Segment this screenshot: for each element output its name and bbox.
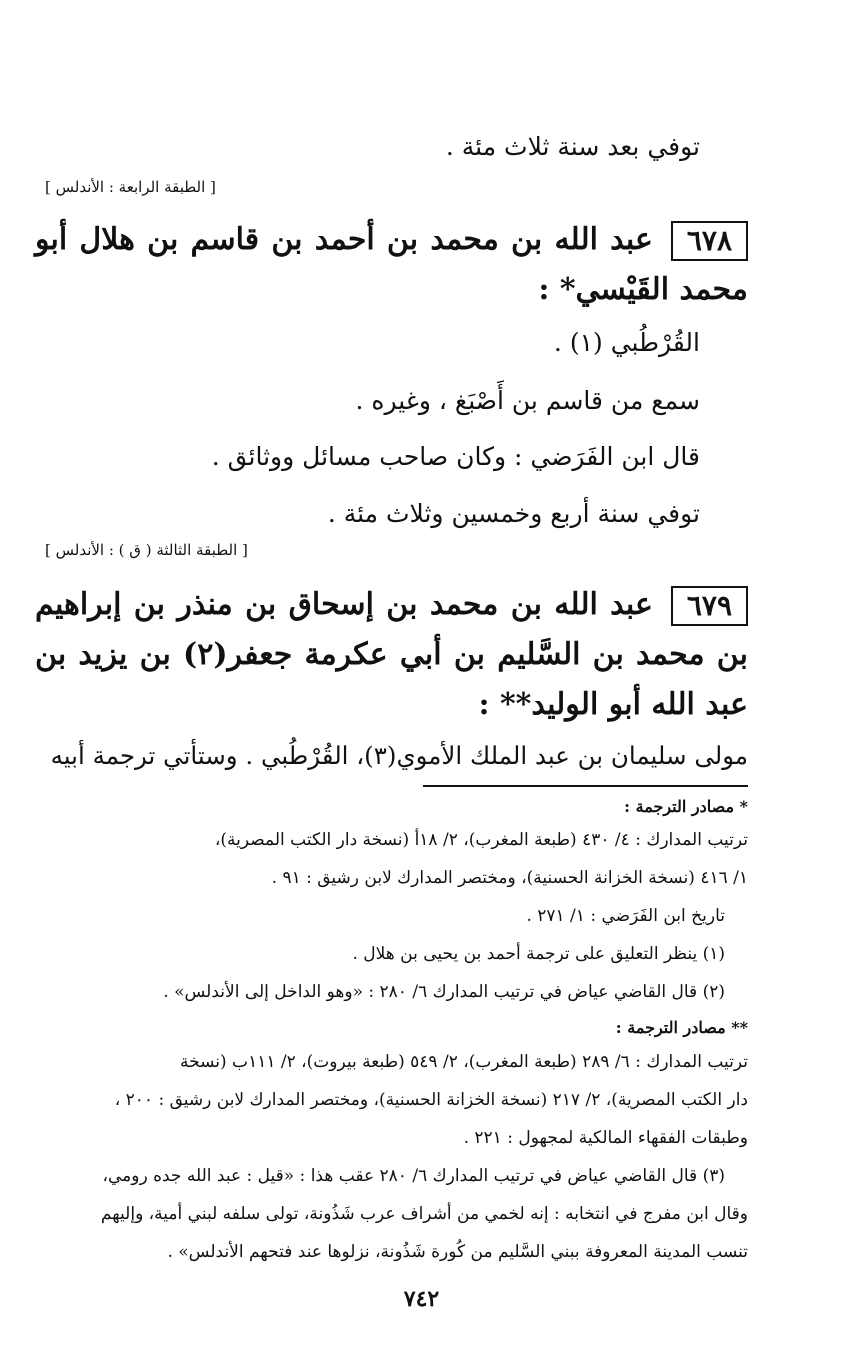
footnote-separator <box>423 785 748 787</box>
entry-678-title: عبد الله بن محمد بن أحمد بن قاسم بن هلال أبو محمد القَيْسي* : <box>35 222 748 307</box>
footnote-1: (١) ينظر التعليق على ترجمة أحمد بن يحيى بن هلال . <box>352 944 725 964</box>
page-number: ٧٤٢ <box>403 1286 440 1312</box>
sources-2-line-1: ترتيب المدارك : ٦/ ٢٨٩ (طبعة المغرب)، ٢/ ٥٤٩ (طبعة بيروت)، ٢/ ١١١ب (نسخة <box>180 1052 748 1072</box>
footnote-2: (٢) قال القاضي عياض في ترتيب المدارك ٦/ ٢٨٠ : «وهو الداخل إلى الأندلس» . <box>163 982 725 1002</box>
entry-679-heading <box>35 580 748 730</box>
entry-number-678: ٦٧٨ <box>671 221 748 261</box>
entry-679-line-1: مولى سليمان بن عبد الملك الأموي(٣)، القُرْطُبي . وستأتي ترجمة أبيه <box>50 741 748 770</box>
entry-678-title-block <box>35 215 748 315</box>
footnote-3-line-1: (٣) قال القاضي عياض في ترتيب المدارك ٦/ ٢٨٠ عقب هذا : «قيل : عبد الله جده رومي، <box>102 1166 725 1186</box>
entry-number-679: ٦٧٩ <box>671 586 748 626</box>
entry-679-title: عبد الله بن محمد بن إسحاق بن منذر بن إبراهيم بن محمد بن السَّليم بن أبي عكرمة جعفر(٢) بن يزيد بن عبد الله أبو الوليد** : <box>35 587 748 722</box>
tabaqa-label-678: [ الطبقة الرابعة : الأندلس ] <box>45 178 216 196</box>
footnote-3-line-3: تنسب المدينة المعروفة ببني السَّليم من كُورة شَذُونة، نزلوها عند فتحهم الأندلس» . <box>167 1242 748 1262</box>
entry-678-line-1: القُرْطُبي (١) . <box>553 328 700 357</box>
sources-1-heading: * مصادر الترجمة : <box>624 797 748 816</box>
entry-678-heading <box>35 215 748 315</box>
sources-1-line-3: تاريخ ابن الفَرَضي : ١/ ٢٧١ . <box>526 906 725 926</box>
sources-1-line-1: ترتيب المدارك : ٤/ ٤٣٠ (طبعة المغرب)، ٢/ ١٨أ (نسخة دار الكتب المصرية)، <box>214 830 748 850</box>
entry-678-line-4: توفي سنة أربع وخمسين وثلاث مئة . <box>327 499 700 528</box>
entry-678-line-3: قال ابن الفَرَضي : وكان صاحب مسائل ووثائق . <box>211 442 700 471</box>
sources-2-line-2: دار الكتب المصرية)، ٢/ ٢١٧ (نسخة الخزانة الحسنية)، ومختصر المدارك لابن رشيق : ٢٠٠ ، <box>114 1090 748 1110</box>
entry-679-title-block <box>35 580 748 730</box>
sources-2-heading: ** مصادر الترجمة : <box>615 1018 748 1037</box>
sources-1-line-2: ١/ ٤١٦ (نسخة الخزانة الحسنية)، ومختصر المدارك لابن رشيق : ٩١ . <box>271 868 748 888</box>
tabaqa-label-679: [ الطبقة الثالثة ( ق ) : الأندلس ] <box>45 541 248 559</box>
entry-678-line-2: سمع من قاسم بن أَصْبَغ ، وغيره . <box>355 386 700 415</box>
intro-line: توفي بعد سنة ثلاث مئة . <box>445 132 700 161</box>
sources-2-line-3: وطبقات الفقهاء المالكية لمجهول : ٢٢١ . <box>463 1128 748 1148</box>
footnote-3-line-2: وقال ابن مفرج في انتخابه : إنه لخمي من أشراف عرب شَذُونة، تولى سلفه لبني أمية، وإليهم <box>100 1204 748 1224</box>
